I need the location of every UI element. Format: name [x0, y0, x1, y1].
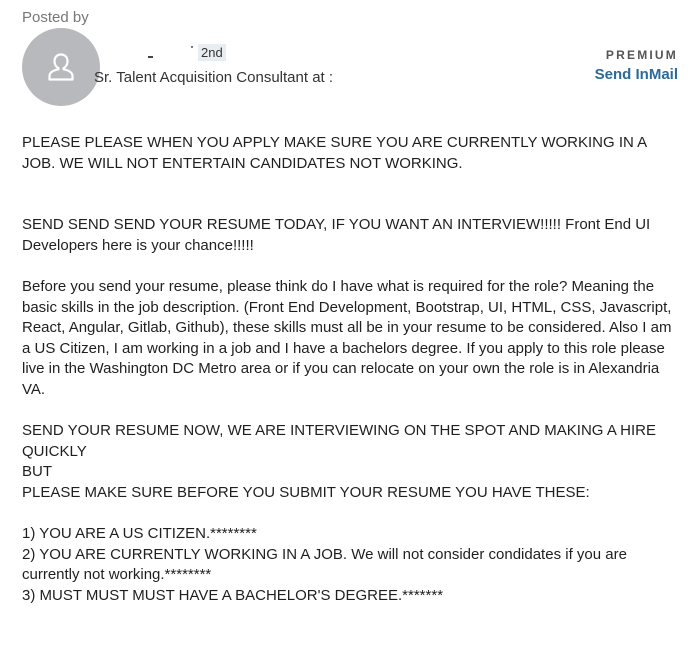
- spacer: [22, 503, 682, 524]
- paragraph-interviewing-now: SEND YOUR RESUME NOW, WE ARE INTERVIEWING ON THE SPOT AND MAKING A HIRE QUICKLY: [22, 422, 656, 460]
- paragraph-but: BUT: [22, 463, 52, 480]
- spacer: [22, 174, 682, 215]
- paragraph-apply-warning: PLEASE PLEASE WHEN YOU APPLY MAKE SURE YOU ARE CURRENTLY WORKING IN A JOB. WE WILL NOT ENTERTAIN CANDIDATES NOT WORKING.: [22, 134, 647, 172]
- author-name[interactable]: [94, 43, 196, 61]
- author-avatar[interactable]: [22, 28, 100, 106]
- spacer: [22, 400, 682, 421]
- redaction-mark: [148, 56, 153, 58]
- paragraph-make-sure: PLEASE MAKE SURE BEFORE YOU SUBMIT YOUR RESUME YOU HAVE THESE:: [22, 483, 590, 501]
- person-outline-icon: [47, 52, 75, 82]
- posted-by-label: Posted by: [22, 9, 89, 26]
- author-headline: Sr. Talent Acquisition Consultant at :: [94, 69, 334, 86]
- paragraph-send-resume: SEND SEND SEND YOUR RESUME TODAY, IF YOU WANT AN INTERVIEW!!!!! Front End UI Developers here is your chance!!!!!: [22, 216, 651, 254]
- spacer: [22, 256, 682, 277]
- send-inmail-link[interactable]: Send InMail: [594, 66, 678, 83]
- author-name-row: [94, 42, 226, 62]
- post-body: [22, 133, 682, 606]
- premium-label: PREMIUM: [605, 48, 678, 62]
- connection-degree-badge: 2nd: [198, 44, 226, 61]
- requirement-item: 2) YOU ARE CURRENTLY WORKING IN A JOB. We will not consider condidates if you are currently not working.********: [22, 545, 627, 583]
- requirement-item: 1) YOU ARE A US CITIZEN.********: [22, 525, 257, 542]
- redaction-mark: [191, 46, 193, 48]
- requirement-item: 3) MUST MUST MUST HAVE A BACHELOR'S DEGREE.*******: [22, 586, 444, 604]
- paragraph-requirements-description: Before you send your resume, please think do I have what is required for the role? Meaning the basic skills in the job description. (Front End Development, Bootstrap, UI, HTML, CSS, Javascript, React, Angular, Gitlab, Github), these skills must all be in your resume to be considered. Also I am a US Citizen, I am working in a job and I have a bachelors degree. If you apply to this role please live in the Washington DC Metro area or if you can relocate on your own the role is in Alexandria VA.: [22, 278, 672, 398]
